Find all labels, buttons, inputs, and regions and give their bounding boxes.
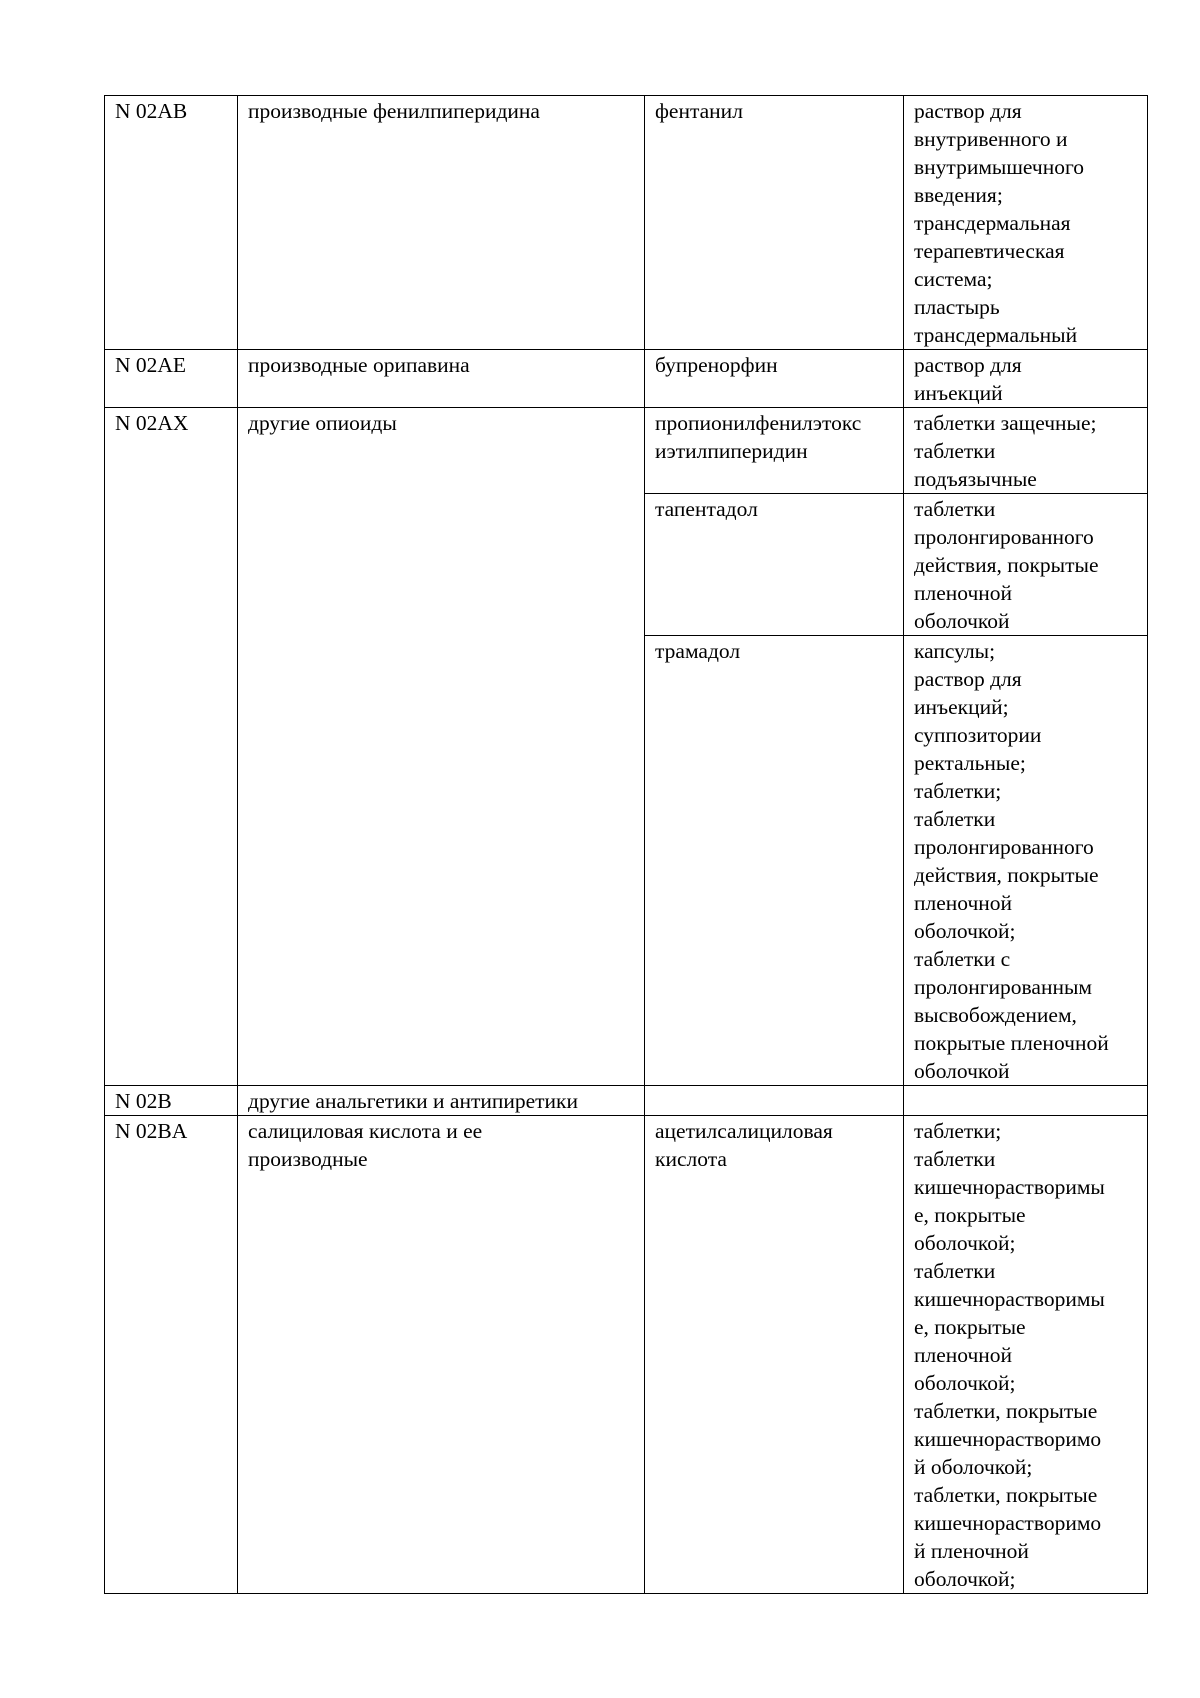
dosage-form-line: таблетки, покрытые: [914, 1399, 1098, 1423]
dosage-form-line: трансдермальный: [914, 323, 1078, 347]
drug-name-cell: [645, 1086, 904, 1116]
dosage-form-line: таблетки: [914, 1259, 996, 1283]
dosage-form-line: высвобождением,: [914, 1003, 1077, 1027]
dosage-form-line: пленочной: [914, 581, 1013, 605]
dosage-form-line: таблетки: [914, 439, 996, 463]
drug-name-cell: тапентадол: [645, 494, 904, 636]
dosage-form-line: раствор для: [914, 667, 1022, 691]
dosage-form-cell: [904, 408, 1148, 494]
pharm-group-cell: производные орипавина: [238, 350, 645, 408]
atc-code-cell: N 02AB: [105, 96, 238, 350]
pharm-group-cell: другие анальгетики и антипиретики: [238, 1086, 645, 1116]
dosage-form-cell: [904, 636, 1148, 1086]
dosage-form-cell: [904, 1116, 1148, 1594]
dosage-form-line: действия, покрытые: [914, 863, 1099, 887]
dosage-form-line: оболочкой: [914, 1059, 1010, 1083]
dosage-form-line: суппозитории: [914, 723, 1042, 747]
dosage-form-line: пластырь: [914, 295, 1000, 319]
dosage-form-line: оболочкой;: [914, 1567, 1016, 1591]
dosage-form-line: пролонгированным: [914, 975, 1093, 999]
dosage-form-line: подъязычные: [914, 467, 1037, 491]
dosage-form-line: кишечнорастворимы: [914, 1287, 1105, 1311]
pharm-group-cell: другие опиоиды: [238, 408, 645, 1086]
dosage-form-line: введения;: [914, 183, 1003, 207]
dosage-form-line: е, покрытые: [914, 1315, 1026, 1339]
dosage-form-line: покрытые пленочной: [914, 1031, 1109, 1055]
dosage-form-line: таблетки с: [914, 947, 1011, 971]
drug-name-cell: ацетилсалициловая кислота: [645, 1116, 904, 1594]
dosage-form-line: система;: [914, 267, 993, 291]
dosage-form-line: оболочкой;: [914, 1231, 1016, 1255]
dosage-form-line: действия, покрытые: [914, 553, 1099, 577]
pharm-group-cell: производные фенилпиперидина: [238, 96, 645, 350]
dosage-form-line: таблетки, покрытые: [914, 1483, 1098, 1507]
dosage-form-line: ректальные;: [914, 751, 1026, 775]
dosage-form-line: инъекций: [914, 381, 1003, 405]
atc-code-cell: N 02B: [105, 1086, 238, 1116]
dosage-form-line: таблетки: [914, 497, 996, 521]
dosage-form-line: оболочкой: [914, 609, 1010, 633]
dosage-form-line: оболочкой;: [914, 919, 1016, 943]
table-row: [105, 408, 1148, 494]
dosage-form-line: таблетки: [914, 1147, 996, 1171]
drug-name-cell: пропионилфенилэтокс иэтилпиперидин: [645, 408, 904, 494]
dosage-form-cell: [904, 350, 1148, 408]
pharm-group-cell: салициловая кислота и ее производные: [238, 1116, 645, 1594]
table-row: [105, 96, 1148, 350]
dosage-form-line: капсулы;: [914, 639, 996, 663]
dosage-form-line: кишечнорастворимы: [914, 1175, 1105, 1199]
dosage-form-line: й пленочной: [914, 1539, 1029, 1563]
dosage-form-line: е, покрытые: [914, 1203, 1026, 1227]
dosage-form-line: внутривенного и: [914, 127, 1068, 151]
dosage-form-cell: [904, 494, 1148, 636]
dosage-form-line: раствор для: [914, 99, 1022, 123]
dosage-form-cell: [904, 1086, 1148, 1116]
table-row: [105, 350, 1148, 408]
dosage-form-line: трансдермальная: [914, 211, 1071, 235]
dosage-form-line: кишечнорастворимо: [914, 1427, 1102, 1451]
dosage-form-line: пленочной: [914, 1343, 1013, 1367]
dosage-form-line: пленочной: [914, 891, 1013, 915]
dosage-form-line: терапевтическая: [914, 239, 1065, 263]
dosage-form-line: таблетки: [914, 807, 996, 831]
dosage-form-line: таблетки защечные;: [914, 411, 1097, 435]
dosage-form-line: кишечнорастворимо: [914, 1511, 1102, 1535]
drug-table-body: [105, 96, 1148, 1594]
dosage-form-line: инъекций;: [914, 695, 1009, 719]
dosage-form-line: таблетки;: [914, 1119, 1002, 1143]
dosage-form-line: оболочкой;: [914, 1371, 1016, 1395]
atc-code-cell: N 02AX: [105, 408, 238, 1086]
dosage-form-line: внутримышечного: [914, 155, 1085, 179]
drug-name-cell: трамадол: [645, 636, 904, 1086]
dosage-form-cell: [904, 96, 1148, 350]
drug-name-cell: бупренорфин: [645, 350, 904, 408]
dosage-form-line: раствор для: [914, 353, 1022, 377]
dosage-form-line: таблетки;: [914, 779, 1002, 803]
dosage-form-line: пролонгированного: [914, 835, 1094, 859]
table-row: [105, 1116, 1148, 1594]
dosage-form-line: пролонгированного: [914, 525, 1094, 549]
drug-table: [104, 95, 1148, 1594]
table-row: [105, 1086, 1148, 1116]
dosage-form-line: й оболочкой;: [914, 1455, 1033, 1479]
atc-code-cell: N 02BA: [105, 1116, 238, 1594]
drug-name-cell: фентанил: [645, 96, 904, 350]
atc-code-cell: N 02AE: [105, 350, 238, 408]
